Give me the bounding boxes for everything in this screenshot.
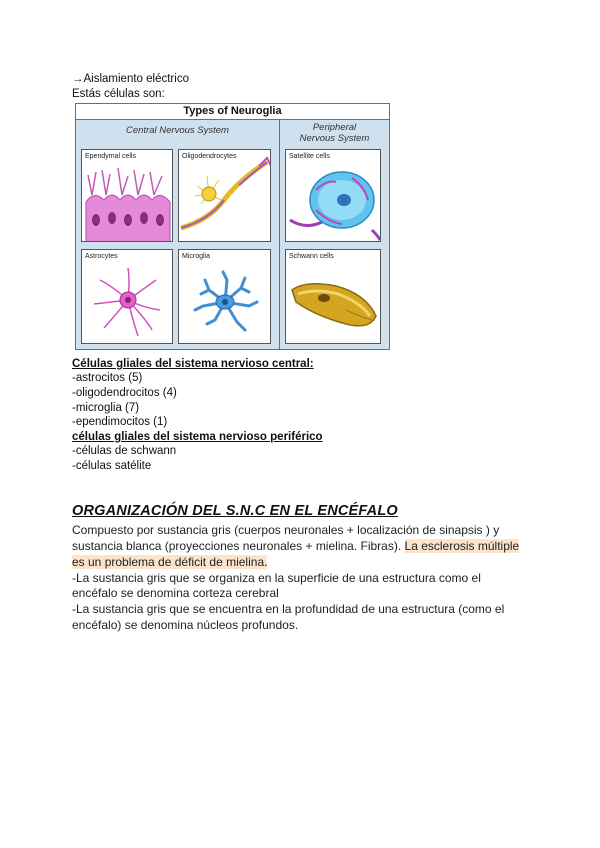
satellite-cells-illustration <box>286 150 381 242</box>
paragraph-line: encéfalo) se denomina núcleos profundos. <box>72 618 299 632</box>
neuroglia-figure <box>75 103 390 350</box>
astrocytes-illustration <box>82 250 173 344</box>
paragraph-line: -La sustancia gris que se organiza en la superficie de una estructura como el <box>72 571 481 585</box>
panel-label-astrocytes: Astrocytes <box>85 253 118 260</box>
paragraph-line: Compuesto por sustancia gris (cuerpos neuronales + localización de sinapsis ) y <box>72 523 500 537</box>
intro-line-1: →Aislamiento eléctrico <box>72 73 189 85</box>
microglia-illustration <box>179 250 271 344</box>
highlighted-text: es un problema de déficit de mielina. <box>72 555 268 569</box>
panel-label-schwann: Schwann cells <box>289 253 334 260</box>
pns-label-2: Nervous System <box>299 133 370 144</box>
paragraph-line <box>72 538 519 554</box>
pns-list-heading: células gliales del sistema nervioso periférico <box>72 431 323 443</box>
cns-list-item: -astrocitos (5) <box>72 372 143 384</box>
figure-divider <box>279 120 280 349</box>
cns-list-item: -microglia (7) <box>72 402 140 414</box>
pns-label-1: Peripheral <box>312 122 357 133</box>
panel-label-oligodendrocytes: Oligodendrocytes <box>182 153 237 160</box>
figure-title: Types of Neuroglia <box>76 104 389 120</box>
section-heading: ORGANIZACIÓN DEL S.N.C EN EL ENCÉFALO <box>72 503 398 519</box>
panel-astrocytes <box>81 249 173 344</box>
schwann-cells-illustration <box>286 250 381 344</box>
paragraph-text: sustancia blanca (proyecciones neuronales + mielina. Fibras). <box>72 539 402 553</box>
paragraph-line <box>72 554 267 570</box>
cns-label: Central Nervous System <box>126 125 229 136</box>
panel-schwann <box>285 249 381 344</box>
pns-list-item: -células de schwann <box>72 445 177 457</box>
paragraph-line: encéfalo se denomina corteza cerebral <box>72 586 279 600</box>
panel-oligodendrocytes <box>178 149 271 242</box>
oligodendrocytes-illustration <box>179 150 271 242</box>
panel-label-ependymal: Ependymal cells <box>85 153 136 160</box>
panel-microglia <box>178 249 271 344</box>
panel-ependymal <box>81 149 173 242</box>
ependymal-cells-illustration <box>82 150 173 242</box>
intro-line-2: Estás células son: <box>72 88 165 100</box>
cns-list-item: -oligodendrocitos (4) <box>72 387 177 399</box>
cns-list-item: -ependimocitos (1) <box>72 416 168 428</box>
panel-label-microglia: Microglia <box>182 253 211 260</box>
paragraph-line: -La sustancia gris que se encuentra en la profundidad de una estructura (como el <box>72 602 505 616</box>
panel-satellite <box>285 149 381 242</box>
panel-label-satellite: Satellite cells <box>289 153 330 160</box>
pns-list-item: -células satélite <box>72 460 152 472</box>
cns-list-heading: Células gliales del sistema nervioso central: <box>72 358 314 370</box>
highlighted-text: La esclerosis múltiple <box>404 539 520 553</box>
